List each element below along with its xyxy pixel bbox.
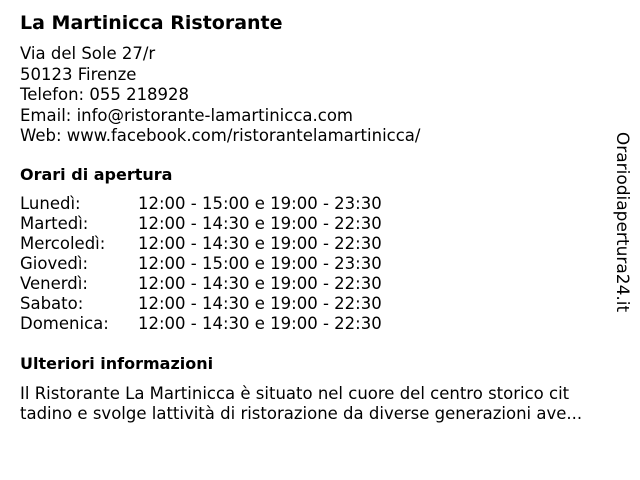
hours-value: 12:00 - 14:30 e 19:00 - 22:30 <box>138 233 382 253</box>
day-label: Venerdì: <box>20 273 88 293</box>
day-label: Lunedì: <box>20 193 81 213</box>
description-line: tadino e svolge lattività di ristorazione da diverse generazioni ave... <box>20 404 583 423</box>
address-block <box>20 44 610 147</box>
site-watermark: Orariodiapertura24.it <box>612 131 632 313</box>
day-label: Mercoledì: <box>20 233 106 253</box>
hours-row-friday <box>20 274 610 294</box>
hours-row-tuesday <box>20 214 610 234</box>
day-label: Martedì: <box>20 213 89 233</box>
day-label: Giovedì: <box>20 253 88 273</box>
opening-hours-title: Orari di apertura <box>20 164 173 184</box>
day-label: Sabato: <box>20 293 84 313</box>
phone-line: Telefon: 055 218928 <box>20 85 190 104</box>
hours-row-wednesday <box>20 234 610 254</box>
email-line: Email: info@ristorante-lamartinicca.com <box>20 105 353 125</box>
hours-row-monday <box>20 194 610 214</box>
postal-city: 50123 Firenze <box>20 64 137 84</box>
more-info-title: Ulteriori informazioni <box>20 353 214 373</box>
opening-hours-list <box>20 194 610 334</box>
hours-value: 12:00 - 15:00 e 19:00 - 23:30 <box>138 253 382 273</box>
description <box>20 384 610 425</box>
day-label: Domenica: <box>20 313 109 333</box>
hours-row-thursday <box>20 254 610 274</box>
hours-row-saturday <box>20 294 610 314</box>
hours-row-sunday <box>20 314 610 334</box>
business-name: La Martinicca Ristorante <box>20 12 283 34</box>
description-line: Il Ristorante La Martinicca è situato nel cuore del centro storico cit <box>20 383 570 403</box>
hours-value: 12:00 - 14:30 e 19:00 - 22:30 <box>138 213 382 233</box>
business-card <box>20 10 610 425</box>
hours-value: 12:00 - 15:00 e 19:00 - 23:30 <box>138 193 382 213</box>
hours-value: 12:00 - 14:30 e 19:00 - 22:30 <box>138 313 382 333</box>
street-address: Via del Sole 27/r <box>20 44 156 63</box>
hours-value: 12:00 - 14:30 e 19:00 - 22:30 <box>138 293 382 313</box>
web-line: Web: www.facebook.com/ristorantelamartinicca/ <box>20 126 421 145</box>
hours-value: 12:00 - 14:30 e 19:00 - 22:30 <box>138 273 382 293</box>
